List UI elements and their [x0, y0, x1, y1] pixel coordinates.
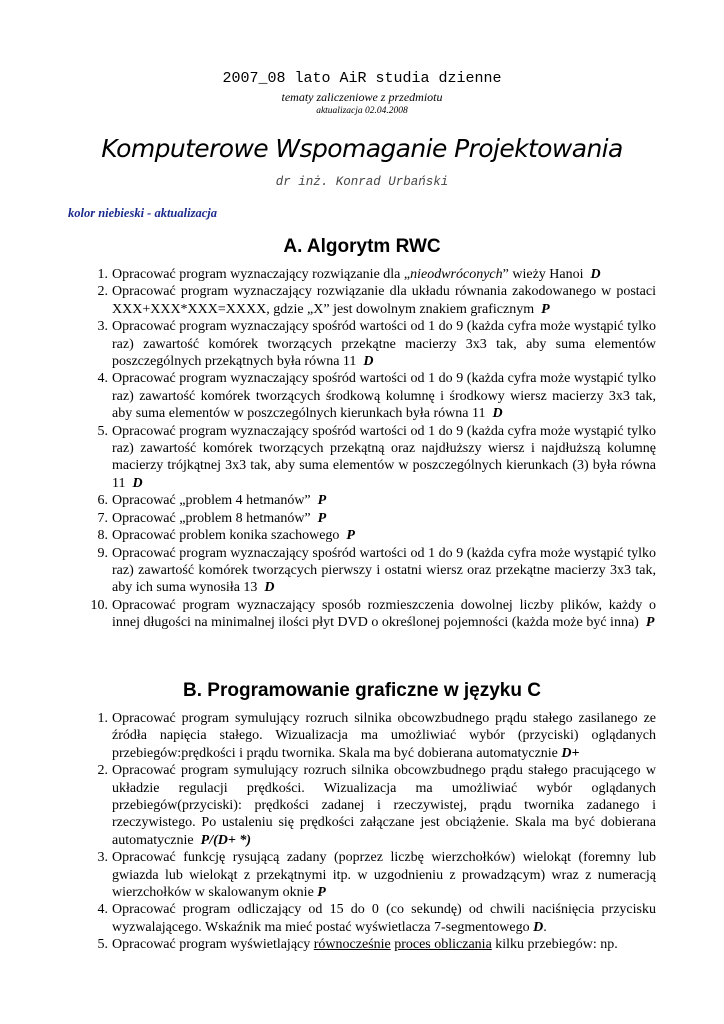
item-text: Opracować funkcję rysującą zadany (poprzez liczbę wierzchołków) wielokąt (foremny lub gwiazda lub wielokąt z przekątnymi itp. w uzgodnieniu z prowadzącym) wraz z numeracją wierzchołków w skalowanym oknie P [112, 850, 656, 901]
grade-label: D [533, 919, 544, 935]
list-item [86, 510, 656, 527]
item-text: Opracować program wyznaczający spośród wartości od 1 do 9 (każda cyfra może wystąpić tylko raz) zawartość komórek tworzących pierwszy i ostatni wiersz oraz przekątne macierzy 3x3 tak, aby ich suma wynosiła 13 D [112, 545, 656, 596]
item-number: 6. [97, 493, 108, 509]
underlined-text: równocześnie [313, 937, 391, 953]
item-number: 3. [97, 319, 108, 335]
item-text: Opracować „problem 8 hetmanów” P [112, 510, 327, 526]
grade-label: P [541, 301, 550, 317]
item-number: 10. [90, 597, 108, 613]
list-item [86, 492, 656, 509]
item-number: 2. [97, 763, 108, 779]
list-item [86, 283, 656, 318]
item-text: Opracować program wyznaczający spośród wartości od 1 do 9 (każda cyfra może wystąpić tylko raz) zawartość komórek tworzących przekątną oraz najdłuższy wiersz i najdłuższą kolumnę macierzy trójkątnej 3x3 tak, aby suma elementów w poszczególnych kierunkach (3) była równa 11 D [112, 423, 656, 491]
grade-label: P/(D+ *) [200, 832, 251, 848]
list-item [86, 849, 656, 901]
item-text: Opracować program wyznaczający sposób rozmieszczenia dowolnej liczby plików, każdy o innej długości na minimalnej ilości płyt DVD o określonej pojemności (każda może być inna) P [112, 597, 656, 631]
underlined-text: proces obliczania [394, 937, 492, 953]
item-number: 1. [97, 711, 108, 726]
list-item [86, 423, 656, 493]
item-number: 4. [97, 902, 108, 918]
grade-label: P [317, 510, 327, 526]
grade-label: P [317, 885, 326, 901]
list-item [86, 901, 656, 936]
grade-label: D [492, 406, 503, 422]
section-b-heading: B. Programowanie graficzne w języku C [183, 680, 541, 701]
item-text: Opracować „problem 4 hetmanów” P [112, 493, 327, 509]
list-item [86, 762, 656, 849]
item-text: Opracować program wyznaczający spośród wartości od 1 do 9 (każda cyfra może wystąpić tylko raz) zawartość komórek tworzących środkową kolumnę i środkowy wiersz macierzy 3x3 tak, aby suma elementów w poszczególnych kierunkach była równa 11 D [112, 371, 656, 422]
list-item [86, 710, 656, 762]
grade-label: P [317, 493, 327, 509]
item-number: 8. [97, 528, 108, 544]
list-item [86, 597, 656, 632]
item-number: 5. [97, 423, 108, 439]
subtitle: tematy zaliczeniowe z przedmiotu [281, 90, 443, 104]
item-number: 2. [97, 284, 108, 300]
grade-label: D [132, 475, 143, 491]
grade-label: D [264, 580, 275, 596]
item-text: Opracować problem konika szachowego P [112, 528, 355, 544]
list-item [86, 318, 656, 370]
item-number: 4. [97, 371, 108, 387]
item-number: 3. [97, 850, 108, 866]
item-number: 9. [97, 545, 108, 561]
course-line: 2007_08 lato AiR studia dzienne [222, 70, 502, 87]
page-title: Komputerowe Wspomaganie Projektowania [101, 134, 623, 163]
section-b-list [86, 710, 656, 954]
grade-label: D+ [561, 745, 580, 761]
color-note: kolor niebieski - aktualizacja [68, 206, 217, 220]
item-number: 1. [97, 267, 108, 282]
section-a-list [86, 266, 656, 632]
list-item [86, 545, 656, 597]
update-date: aktualizacja 02.04.2008 [316, 106, 408, 116]
item-text: Opracować program odliczający od 15 do 0 (co sekundę) od chwili naciśnięcia przycisku wyzwalającego. Wskaźnik ma mieć postać wyświetlacza 7-segmentowego D. [112, 902, 656, 935]
grade-label: P [346, 528, 355, 544]
grade-label: P [645, 615, 655, 631]
item-text: Opracować program wyznaczający spośród wartości od 1 do 9 (każda cyfra może wystąpić tylko raz) zawartość komórek tworzących przekątne macierzy 3x3 tak, aby suma elementów poszczególnych przekątnych była równa 11 D [112, 319, 656, 370]
author: dr inż. Konrad Urbański [275, 175, 449, 189]
grade-label: D [590, 267, 601, 282]
list-item [86, 527, 656, 544]
list-item [86, 370, 656, 422]
item-text: Opracować program wyświetlający równocześnie proces obliczania kilku przebiegów: np. [112, 937, 618, 953]
item-text: Opracować program symulujący rozruch silnika obcowzbudnego prądu stałego zasilanego ze źródła napięcia stałego. Wizualizacja ma umożliwiać wybór (przyciski) oglądanych przebiegów:prędkości i prądu twornika. Skala ma być dobierana automatycznie D+ [112, 711, 656, 761]
item-text: Opracować program wyznaczający rozwiązanie dla układu równania zakodowanego w postaci XXX+XXX*XXX=XXXX, gdzie „X” jest dowolnym znakiem graficznym P [112, 284, 656, 317]
item-text: Opracować program symulujący rozruch silnika obcowzbudnego prądu stałego pracującego w układzie regulacji prędkości. Wizualizacja ma umożliwiać wybór oglądanych przebiegów(przyciski): prędkości zadanej i rzeczywistej, prądu twornika zadanego i rzeczywistego. Po ustaleniu się prędkości załączane jest obciążenie. Skala ma być dobierana automatycznie P/(D+ *) [112, 763, 656, 848]
item-number: 7. [97, 510, 108, 526]
grade-label: D [363, 354, 374, 370]
list-item [86, 266, 656, 283]
list-item [86, 936, 656, 953]
item-number: 5. [97, 937, 108, 953]
item-text: Opracować program wyznaczający rozwiązanie dla „nieodwróconych” wieży Hanoi D [112, 267, 601, 282]
section-a-heading: A. Algorytm RWC [283, 236, 441, 257]
